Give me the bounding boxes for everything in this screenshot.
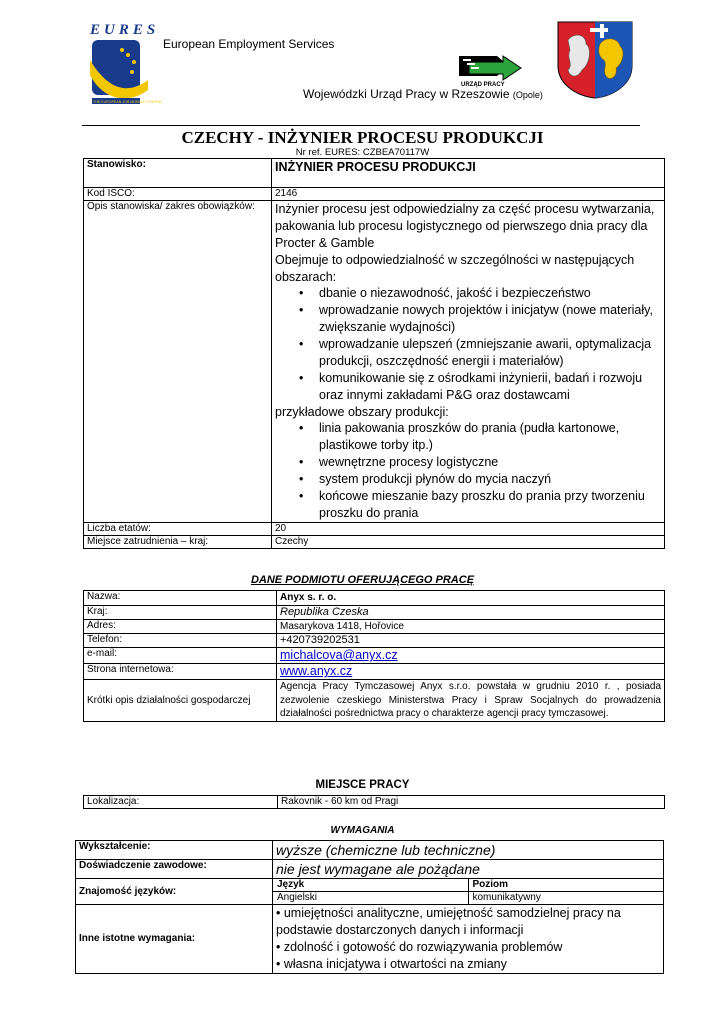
region-crest-icon xyxy=(556,20,634,100)
list-item: • dbanie o niezawodność, jakość i bezpieczeństwo xyxy=(319,285,661,302)
positions-label: Liczba etatów: xyxy=(84,522,272,535)
level-column-header: Poziom xyxy=(468,879,663,892)
location-table xyxy=(83,795,665,809)
list-item: • wprowadzanie nowych projektów i inicjatyw (nowe materiały, zwiększanie wydajności) xyxy=(319,302,661,336)
reference-number: Nr ref. EURES: CZBEA70117W xyxy=(295,147,430,158)
employer-section-title: DANE PODMIOTU OFERUJĄCEGO PRACĘ xyxy=(250,574,475,586)
description-label: Opis stanowiska/ zakres obowiązków: xyxy=(84,201,272,523)
languages-table xyxy=(273,879,663,904)
office-name-text: Wojewódzki Urząd Pracy w Rzeszowie xyxy=(303,87,510,101)
list-item: • zdolność i gotowość do rozwiązywania problemów xyxy=(276,940,563,955)
eures-logo xyxy=(88,20,163,108)
list-item: • umiejętności analityczne, umiejętność samodzielnej pracy na podstawie dostarczonych danych i informacji xyxy=(276,906,621,938)
location-value: Rakovnik - 60 km od Pragi xyxy=(278,796,665,809)
position-label: Stanowisko: xyxy=(84,159,272,188)
language-column-header: Język xyxy=(273,879,468,892)
place-label: Miejsce zatrudnienia – kraj: xyxy=(84,535,272,548)
language-value: Angielski xyxy=(273,892,468,905)
employer-address-label: Adres: xyxy=(84,619,277,634)
areas-list xyxy=(275,285,661,403)
languages-cell xyxy=(273,879,664,905)
employer-name-value: Anyx s. r. o. xyxy=(277,591,665,606)
positions-value: 20 xyxy=(272,522,665,535)
employer-about-label: Krótki opis działalności gospodarczej xyxy=(84,680,277,722)
education-value: wyższe (chemiczne lub techniczne) xyxy=(273,841,664,860)
place-value: Czechy xyxy=(272,535,665,548)
employer-address-value: Masarykova 1418, Hořovice xyxy=(277,619,665,634)
document-title: CZECHY - INŻYNIER PROCESU PRODUKCJI xyxy=(181,128,544,147)
employer-website-link[interactable]: www.anyx.cz xyxy=(280,664,353,679)
eures-logo-tagline: THE EUROPEAN JOB MOBILITY PORTAL xyxy=(93,100,163,104)
list-item: • system produkcji płynów do mycia naczyń xyxy=(319,471,661,488)
list-item: • wprowadzanie ulepszeń (zmniejszanie awarii, optymalizacja produkcji, oszczędność energii i materiałów) xyxy=(319,336,661,370)
requirements-table xyxy=(75,840,664,974)
header-divider xyxy=(82,125,640,126)
wup-logo-text: URZĄD PRACY xyxy=(461,82,505,88)
employer-about-value: Agencja Pracy Tymczasowej Anyx s.r.o. powstała w grudniu 2010 r. , posiada zezwolenie czeskiego Ministerstwa Pracy i Spraw Socjalnych do prowadzenia działalności pośrednictwa pracy o charakterze agencji pracy tymczasowej. xyxy=(277,680,665,722)
isco-label: Kod ISCO: xyxy=(84,188,272,201)
employer-email-label: e-mail: xyxy=(84,648,277,664)
position-value: INŻYNIER PROCESU PRODUKCJI xyxy=(272,159,665,188)
employer-phone-value: +420739202531 xyxy=(277,634,665,648)
other-requirements-cell xyxy=(273,905,664,974)
list-item: • komunikowanie się z ośrodkami inżynierii, badań i rozwoju oraz innymi zakładami P&G oraz dostawcami xyxy=(319,370,661,404)
list-item: • linia pakowania proszków do prania (pudła kartonowe, plastikowe torby itp.) xyxy=(319,420,661,454)
education-label: Wykształcenie: xyxy=(76,841,273,860)
employer-phone-label: Telefon: xyxy=(84,634,277,648)
eures-logo-text: EURES xyxy=(90,22,160,38)
level-value: komunikatywny xyxy=(472,892,541,904)
languages-label: Znajomość języków: xyxy=(76,879,273,905)
employer-web-label: Strona internetowa: xyxy=(84,664,277,680)
wup-logo xyxy=(457,52,523,88)
other-requirements-label: Inne istotne wymagania: xyxy=(76,905,273,974)
areas-intro: Obejmuje to odpowiedzialność w szczególności w następujących obszarach: xyxy=(275,252,635,284)
experience-value: nie jest wymagane ale pożądane xyxy=(273,860,664,879)
location-label: Lokalizacja: xyxy=(84,796,278,809)
office-name xyxy=(303,87,543,101)
employer-table xyxy=(83,590,665,722)
eures-title: European Employment Services xyxy=(163,37,335,51)
examples-intro: przykładowe obszary produkcji: xyxy=(275,404,449,419)
list-item: • wewnętrzne procesy logistyczne xyxy=(319,454,661,471)
requirements-section-title: WYMAGANIA xyxy=(330,825,395,836)
experience-label: Doświadczenie zawodowe: xyxy=(76,860,273,879)
description-cell xyxy=(272,201,665,523)
job-table xyxy=(83,158,665,549)
examples-list xyxy=(275,420,661,521)
list-item: • końcowe mieszanie bazy proszku do prania przy tworzeniu proszku do prania xyxy=(319,488,661,522)
employer-country-value: Republika Czeska xyxy=(277,605,665,619)
employer-name-label: Nazwa: xyxy=(84,591,277,606)
list-item: • własna inicjatywa i otwartości na zmiany xyxy=(276,957,507,971)
isco-value: 2146 xyxy=(272,188,665,201)
employer-country-label: Kraj: xyxy=(84,605,277,619)
employer-email-link[interactable]: michalcova@anyx.cz xyxy=(280,648,398,663)
location-section-title: MIEJSCE PRACY xyxy=(315,779,410,791)
office-sub: (Opole) xyxy=(512,90,543,100)
description-intro: Inżynier procesu jest odpowiedzialny za część procesu wytwarzania, pakowania lub procesu logistycznego od pierwszego dnia pracy dla Procter & Gamble xyxy=(275,202,655,250)
